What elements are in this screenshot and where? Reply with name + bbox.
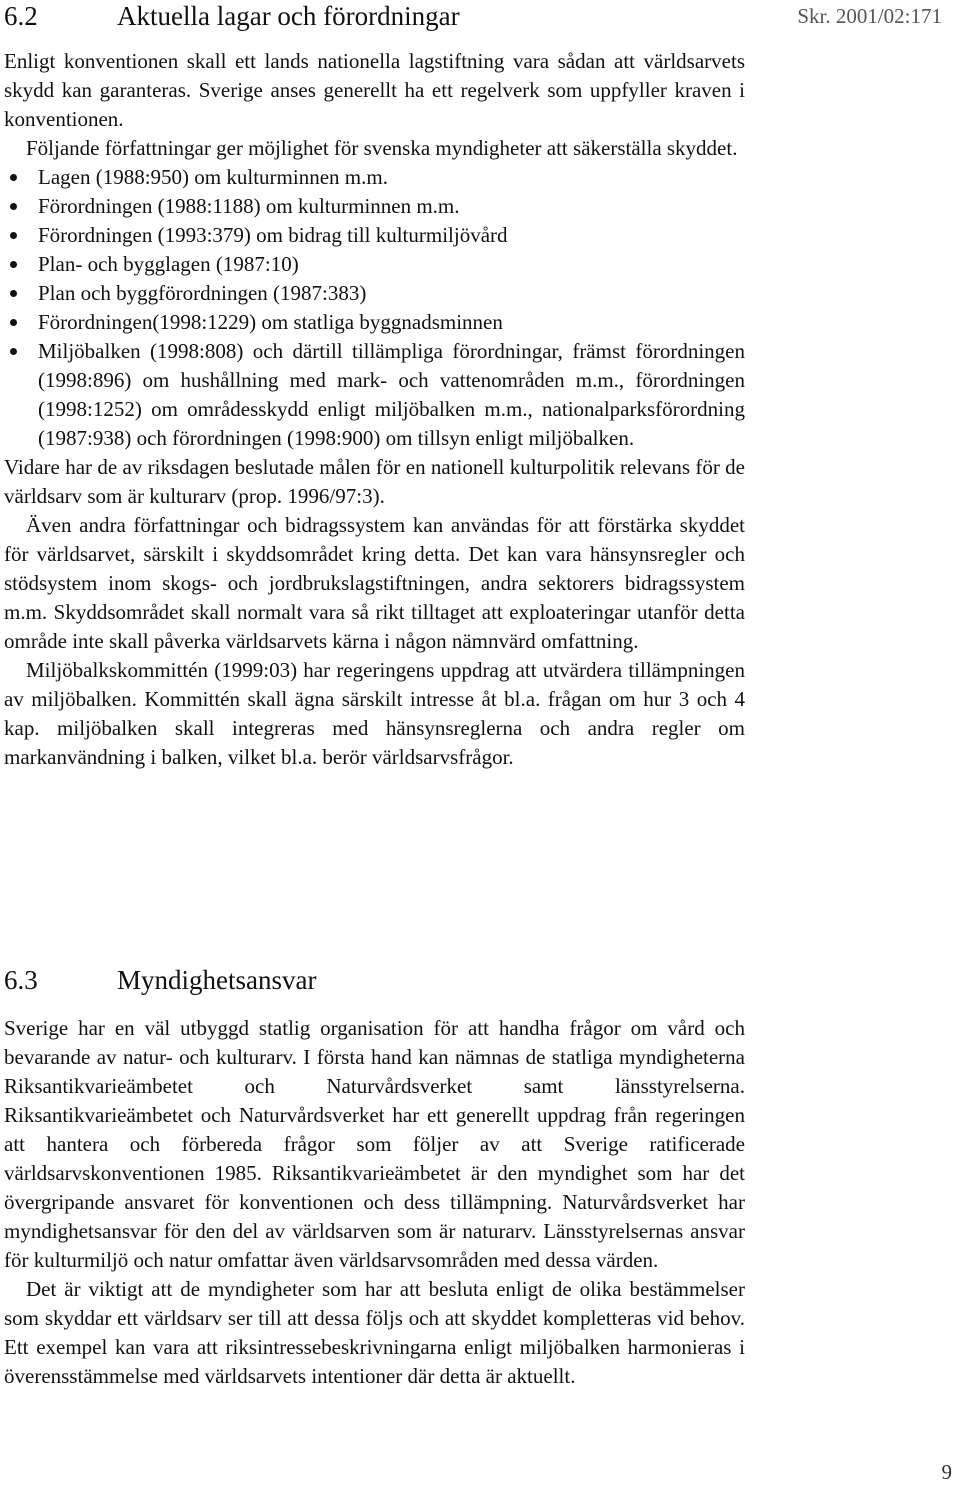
list-item: Plan och byggförordningen (1987:383) bbox=[4, 279, 745, 308]
authorities-paragraph: Sverige har en väl utbyggd statlig organisation för att handha frågor om vård och bevarande av natur- och kulturarv. I första hand kan nämnas de statliga myndigheterna Riksantikvarieämbetet och Naturvårdsverket samt länsstyrelserna. Riksantikvarieämbetet och Naturvårdsverket har ett generellt uppdrag från regeringen att hantera och förbereda frågor som följer av att Sverige ratificerade världsarvskonventionen 1985. Riksantikvarieämbetet är den myndighet som har det övergripande ansvaret för konventionen och dess tillämpning. Naturvårdsverket har myndighetsansvar för den del av världsarven som är naturarv. Länsstyrelsernas ansvar för kulturmiljö och natur omfattar även världsarvsområden med dessa värden. bbox=[4, 1016, 745, 1272]
committee-paragraph: Miljöbalkskommittén (1999:03) har regeringens uppdrag att utvärdera tillämpningen av miljöbalken. Kommittén skall ägna särskilt intresse åt bl.a. frågan om hur 3 och 4 kap. miljöbalken skall integreras med hänsynsreglerna och andra regler om markanvändning i balken, vilket bl.a. berör världsarvsfrågor. bbox=[4, 658, 745, 769]
section-body-6-2 bbox=[4, 47, 745, 772]
section-title: Myndighetsansvar bbox=[117, 965, 317, 995]
list-item: Plan- och bygglagen (1987:10) bbox=[4, 250, 745, 279]
list-item: Förordningen (1988:1188) om kulturminnen m.m. bbox=[4, 192, 745, 221]
section-number: 6.3 bbox=[4, 965, 38, 995]
statute-list bbox=[4, 163, 745, 453]
list-item: Förordningen(1998:1229) om statliga byggnadsminnen bbox=[4, 308, 745, 337]
list-item: Miljöbalken (1998:808) och därtill tillämpliga förordningar, främst förordningen (1998:896) om hushållning med mark- och vattenområden m.m., förordningen (1998:1252) om områdesskydd enligt miljöbalken m.m., nationalparksförordning (1987:938) och förordningen (1998:900) om tillsyn enligt miljöbalken. bbox=[4, 337, 745, 453]
section-title: Aktuella lagar och förordningar bbox=[117, 1, 460, 31]
intro-paragraph: Enligt konventionen skall ett lands nationella lagstiftning vara sådan att världsarvets skydd kan garanteras. Sverige anses generellt ha ett regelverk som uppfyller kraven i konventionen. bbox=[4, 49, 745, 131]
section-body-6-3 bbox=[4, 1014, 745, 1391]
other-statutes-paragraph: Även andra författningar och bidragssystem kan användas för att förstärka skyddet för världsarvet, särskilt i skyddsområdet kring detta. Det kan vara hänsynsregler och stödsystem inom skogs- och jordbrukslagstiftningen, andra sektorers bidragssystem m.m. Skyddsområdet skall normalt vara så rikt tilltaget att exploateringar utanför detta område inte skall påverka världsarvets kärna i någon nämnvärd omfattning. bbox=[4, 513, 745, 653]
decisions-paragraph: Det är viktigt att de myndigheter som har att besluta enligt de olika bestämmelser som skyddar ett världsarv ser till att dessa följs och att skyddet kompletteras vid behov. Ett exempel kan vara att riksintressebeskrivningarna enligt miljöbalken harmonieras i överensstämmelse med världsarvets intentioner där detta är aktuellt. bbox=[4, 1277, 745, 1388]
section-heading-6-2 bbox=[4, 0, 460, 32]
list-item: Förordningen (1993:379) om bidrag till kulturmiljövård bbox=[4, 221, 745, 250]
section-number: 6.2 bbox=[4, 1, 38, 31]
document-reference: Skr. 2001/02:171 bbox=[797, 4, 942, 28]
page-number: 9 bbox=[941, 1460, 952, 1484]
policy-paragraph: Vidare har de av riksdagen beslutade målen för en nationell kulturpolitik relevans för de världsarv som är kulturarv (prop. 1996/97:3). bbox=[4, 455, 745, 508]
list-item: Lagen (1988:950) om kulturminnen m.m. bbox=[4, 163, 745, 192]
section-heading-6-3 bbox=[4, 964, 316, 996]
lead-paragraph: Följande författningar ger möjlighet för svenska myndigheter att säkerställa skyddet. bbox=[26, 136, 738, 160]
